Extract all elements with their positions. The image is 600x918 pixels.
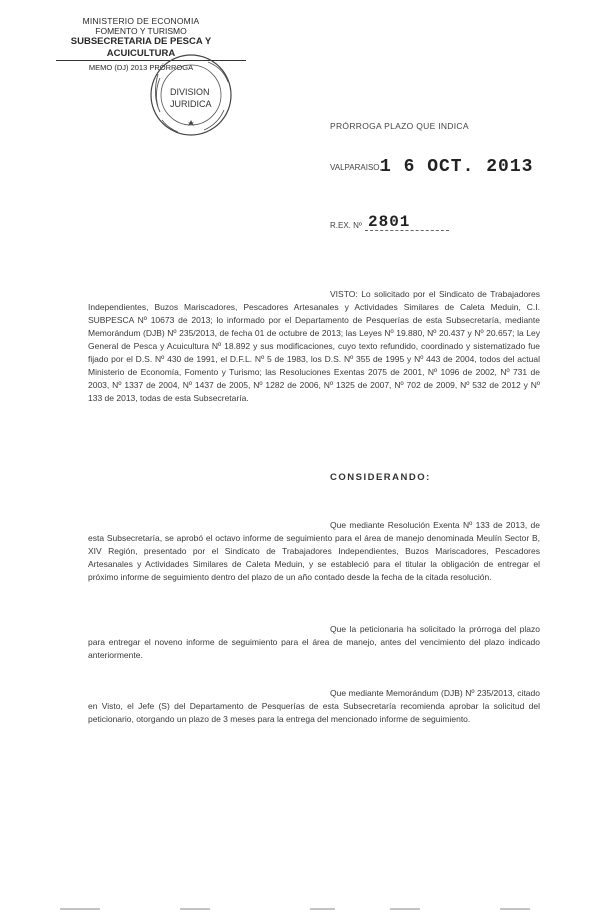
considerando-paragraph-1: Que mediante Resolución Exenta Nº 133 de 2013, de esta Subsecretaría, se aprobó el octavo informe de seguimiento para el área de manejo denominada Meulín Sector B, XIV Región, presentado por el Sindicato de Trabajadores Independientes, Buzos Mariscadores, Pescadores Artesanales y Actividades Similares de Caleta Meduin, y se estableció para el titular la obligación de entregar el próximo informe de seguimiento dentro del plazo de un año contado desde la fecha de la citada resolución. <box>88 520 540 582</box>
considerando-paragraph-2: Que la peticionaria ha solicitado la prórroga del plazo para entregar el noveno informe de seguimiento para el área de manejo, antes del vencimiento del plazo indicado anteriormente. <box>88 624 540 660</box>
memo-reference: MEMO (DJ) 2013 PRÓRROGA <box>88 63 194 72</box>
scan-artifact-marks <box>60 906 550 912</box>
considerando-heading: CONSIDERANDO: <box>330 472 431 483</box>
stamp-label <box>170 86 226 110</box>
rex-label: R.EX. Nº <box>330 221 362 230</box>
stamp-label-line2: JURIDICA <box>170 99 212 109</box>
ministry-subname: FOMENTO Y TURISMO <box>95 26 187 36</box>
visto-paragraph: VISTO: Lo solicitado por el Sindicato de Trabajadores Independientes, Buzos Mariscadores, Pescadores Artesanales y Actividades Similares de Caleta Meduin, C.I. SUBPESCA Nº 10673 de 2013; lo informado por el Departamento de Pesquerías de esta Subsecretaría, mediante Memorándum (DJB) Nº 235/2013, de fecha 01 de octubre de 2013; las Leyes Nº 19.880, Nº 20.437 y Nº 20.657; la Ley General de Pesca y Acuicultura Nº 18.892 y sus modificaciones, cuyo texto refundido, coordinado y sistematizado fue fijado por el D.S. Nº 430 de 1991, el D.F.L. Nº 5 de 1983, los D.S. Nº 355 de 1995 y Nº 443 de 2004, todos del actual Ministerio de Economía, Fomento y Turismo; las Resoluciones Exentas 2075 de 2001, Nº 1096 de 2002, Nº 731 de 2003, Nº 1337 de 2004, Nº 1437 de 2005, Nº 1282 de 2006, Nº 1325 de 2007, Nº 702 de 2009, Nº 532 de 2012 y Nº 133 de 2013, todas de esta Subsecretaría. <box>88 289 540 403</box>
stamp-label-line1: DIVISION <box>170 87 210 97</box>
subject-reference: PRÓRROGA PLAZO QUE INDICA <box>330 121 469 131</box>
considerando-paragraph-3: Que mediante Memorándum (DJB) Nº 235/2013, citado en Visto, el Jefe (S) del Departamento de Pesquerías de esta Subsecretaría recomienda aprobar la solicitud del peticionario, otorgando un plazo de 3 meses para la entrega del mencionado informe de seguimiento. <box>88 688 540 724</box>
place-label: VALPARAISO, <box>330 163 382 172</box>
resolution-date: 1 6 OCT. 2013 <box>380 157 534 177</box>
rex-number: 2801 <box>368 213 411 231</box>
ministry-name: MINISTERIO DE ECONOMIA <box>82 16 200 26</box>
subsecretaria-name: SUBSECRETARIA DE PESCA Y ACUICULTURA <box>70 36 212 59</box>
